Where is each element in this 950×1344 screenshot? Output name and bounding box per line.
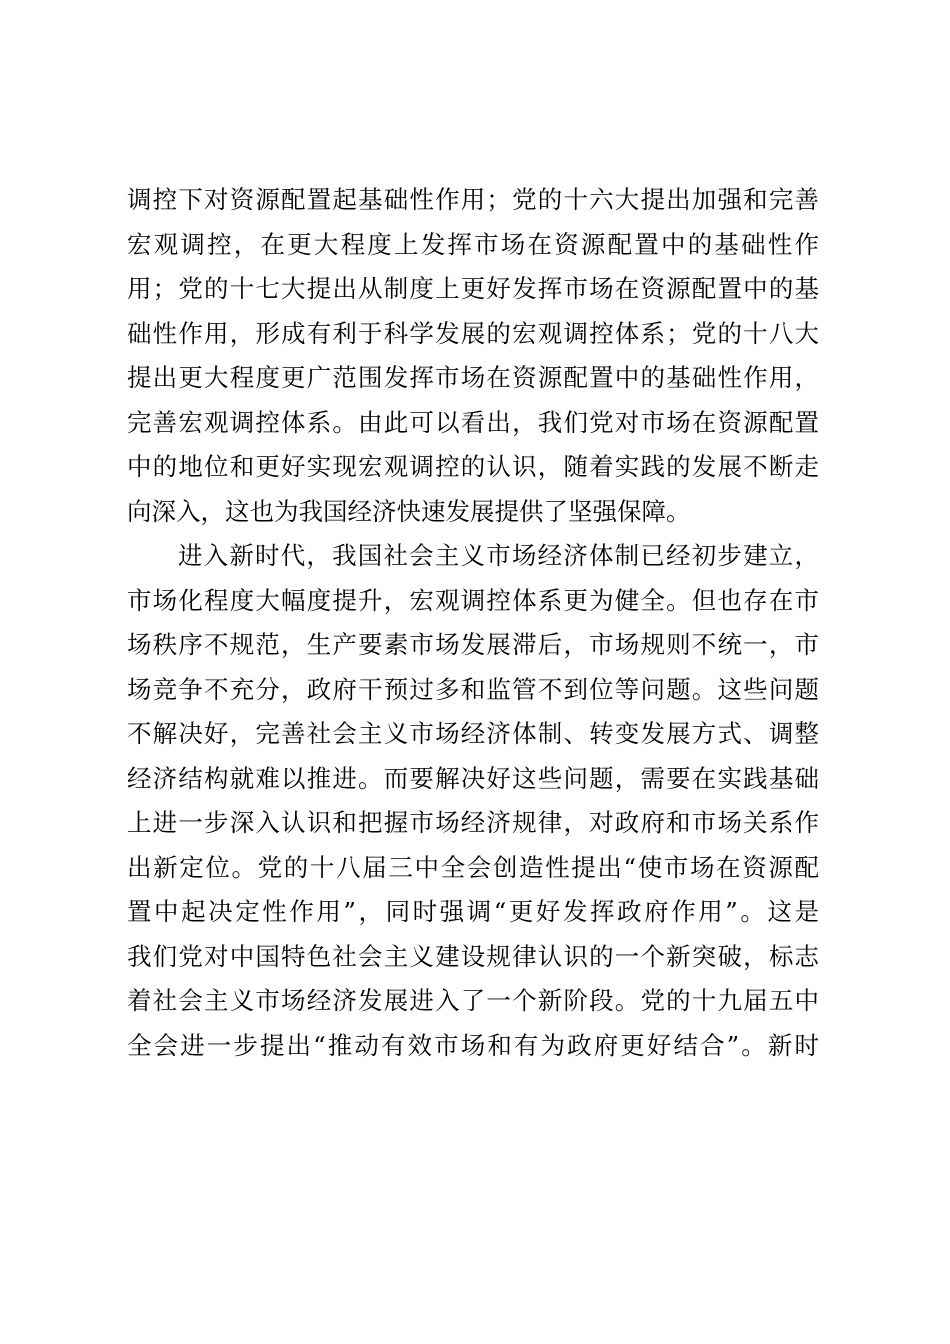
paragraph-2-line-3: 场秩序不规范，生产要素市场发展滞后，市场规则不统一，市 — [127, 630, 819, 659]
paragraph-1-line-3: 用；党的十七大提出从制度上更好发挥市场在资源配置中的基 — [127, 274, 819, 303]
paragraph-1-line-2: 宏观调控，在更大程度上发挥市场在资源配置中的基础性作 — [127, 230, 819, 259]
paragraph-2-line-6: 经济结构就难以推进。而要解决好这些问题，需要在实践基础 — [127, 764, 819, 793]
paragraph-2-line-12: 全会进一步提出“推动有效市场和有为政府更好结合”。新时 — [127, 1031, 819, 1060]
paragraph-1-line-7: 中的地位和更好实现宏观调控的认识，随着实践的发展不断走 — [127, 452, 819, 481]
paragraph-1-line-1: 调控下对资源配置起基础性作用；党的十六大提出加强和完善 — [127, 185, 819, 214]
paragraph-1-line-6: 完善宏观调控体系。由此可以看出，我们党对市场在资源配置 — [127, 408, 819, 437]
paragraph-1-line-5: 提出更大程度更广范围发挥市场在资源配置中的基础性作用， — [127, 363, 819, 392]
paragraph-2-line-8: 出新定位。党的十八届三中全会创造性提出“使市场在资源配 — [127, 853, 819, 882]
paragraph-2-line-11: 着社会主义市场经济发展进入了一个新阶段。党的十九届五中 — [127, 986, 819, 1015]
paragraph-2-line-7: 上进一步深入认识和把握市场经济规律，对政府和市场关系作 — [127, 808, 819, 837]
paragraph-2-line-9: 置中起决定性作用”，同时强调“更好发挥政府作用”。这是 — [127, 897, 819, 926]
paragraph-2-line-10: 我们党对中国特色社会主义建设规律认识的一个新突破，标志 — [127, 942, 819, 971]
paragraph-2-line-5: 不解决好，完善社会主义市场经济体制、转变发展方式、调整 — [127, 719, 819, 748]
paragraph-2-line-2: 市场化程度大幅度提升，宏观调控体系更为健全。但也存在市 — [127, 586, 819, 615]
paragraph-2-line-1: 进入新时代，我国社会主义市场经济体制已经初步建立， — [178, 541, 819, 570]
paragraph-2-line-4: 场竞争不充分，政府干预过多和监管不到位等问题。这些问题 — [127, 675, 819, 704]
paragraph-1-line-4: 础性作用，形成有利于科学发展的宏观调控体系；党的十八大 — [127, 319, 819, 348]
paragraph-1-line-8: 向深入，这也为我国经济快速发展提供了坚强保障。 — [127, 497, 691, 526]
